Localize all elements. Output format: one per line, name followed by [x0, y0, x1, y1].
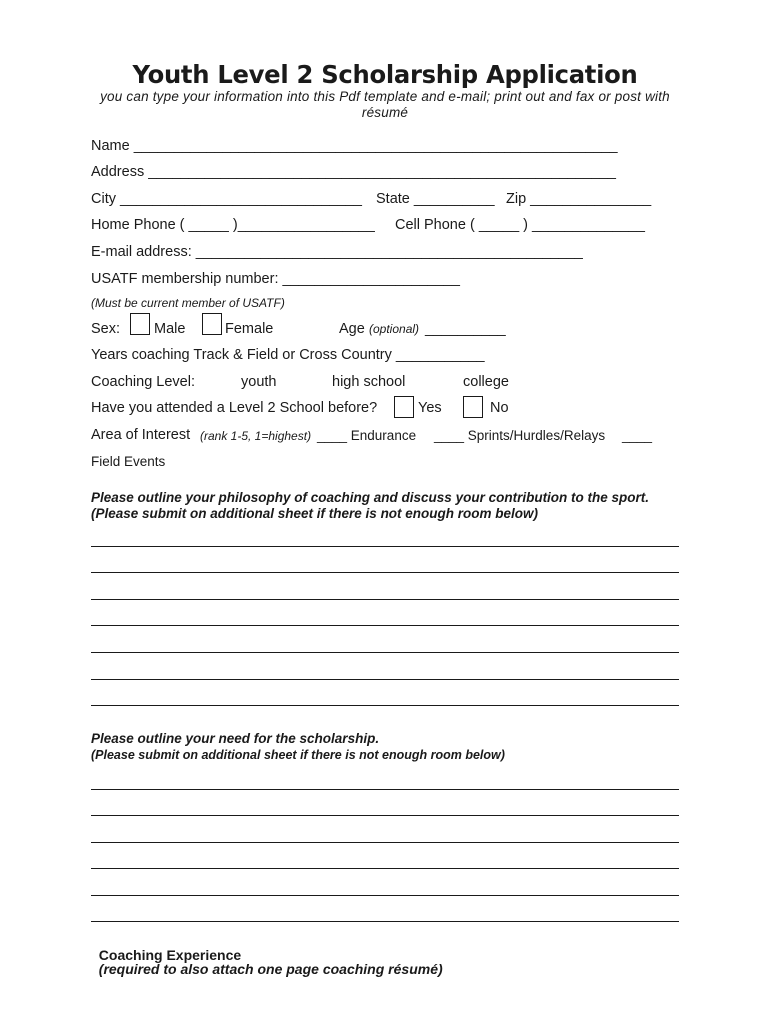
- philosophy-line[interactable]: [91, 625, 679, 626]
- coaching-experience-heading: [91, 934, 443, 976]
- need-line[interactable]: [91, 895, 679, 896]
- yes-label: Yes: [418, 400, 442, 416]
- philosophy-heading: Please outline your philosophy of coaching and discuss your contribution to the sport.: [91, 490, 650, 505]
- home-phone-field[interactable]: Home Phone ( _____ )_________________: [91, 217, 375, 233]
- need-line[interactable]: [91, 842, 679, 843]
- state-field[interactable]: State __________: [376, 191, 495, 207]
- female-checkbox[interactable]: [202, 313, 222, 335]
- philosophy-line[interactable]: [91, 705, 679, 706]
- coaching-experience-note: (required to also attach one page coaching résumé): [98, 961, 443, 977]
- name-field[interactable]: Name ____________________________________________________________: [91, 138, 618, 154]
- usatf-note: (Must be current member of USATF): [91, 296, 285, 310]
- male-label: Male: [154, 321, 186, 337]
- need-line[interactable]: [91, 868, 679, 869]
- address-field[interactable]: Address __________________________________________________________: [91, 164, 616, 180]
- no-checkbox[interactable]: [463, 396, 483, 418]
- years-coaching-field[interactable]: Years coaching Track & Field or Cross Country ___________: [91, 347, 485, 363]
- page-title: Youth Level 2 Scholarship Application: [132, 60, 638, 89]
- female-label: Female: [225, 321, 274, 337]
- philosophy-line[interactable]: [91, 679, 679, 680]
- zip-field[interactable]: Zip _______________: [506, 191, 652, 207]
- age-field[interactable]: __________: [425, 321, 506, 337]
- yes-checkbox[interactable]: [394, 396, 414, 418]
- philosophy-line[interactable]: [91, 572, 679, 573]
- need-line[interactable]: [91, 921, 679, 922]
- age-label: Age: [339, 321, 365, 337]
- attended-label: Have you attended a Level 2 School before?: [91, 400, 378, 416]
- email-field[interactable]: E-mail address: ________________________________________________: [91, 244, 583, 260]
- philosophy-line[interactable]: [91, 652, 679, 653]
- area-endurance-field[interactable]: ____ Endurance: [317, 428, 417, 443]
- coaching-level-youth[interactable]: youth: [241, 374, 277, 390]
- need-note: (Please submit on additional sheet if there is not enough room below): [91, 748, 505, 762]
- area-field-events-blank[interactable]: ____: [622, 428, 653, 443]
- coaching-level-high-school[interactable]: high school: [332, 374, 406, 390]
- need-line[interactable]: [91, 789, 679, 790]
- need-heading: Please outline your need for the scholarship.: [91, 731, 380, 746]
- area-rank-note: (rank 1-5, 1=highest): [200, 429, 312, 443]
- area-of-interest-label: Area of Interest: [91, 427, 191, 443]
- philosophy-line[interactable]: [91, 546, 679, 547]
- age-optional-note: (optional): [369, 322, 420, 336]
- coaching-level-college[interactable]: college: [463, 374, 509, 390]
- cell-phone-field[interactable]: Cell Phone ( _____ ) ______________: [395, 217, 645, 233]
- no-label: No: [490, 400, 509, 416]
- city-field[interactable]: City ______________________________: [91, 191, 362, 207]
- male-checkbox[interactable]: [130, 313, 150, 335]
- coaching-level-label: Coaching Level:: [91, 374, 195, 390]
- philosophy-line[interactable]: [91, 599, 679, 600]
- field-events-label: Field Events: [91, 454, 166, 469]
- coaching-experience-label: Coaching Experience: [98, 947, 242, 963]
- usatf-membership-field[interactable]: USATF membership number: ______________________: [91, 271, 460, 287]
- area-sprints-field[interactable]: ____ Sprints/Hurdles/Relays: [434, 428, 606, 443]
- philosophy-note: (Please submit on additional sheet if there is not enough room below): [91, 506, 539, 521]
- need-line[interactable]: [91, 815, 679, 816]
- sex-label: Sex:: [91, 321, 121, 337]
- page-subtitle: you can type your information into this Pdf template and e-mail; print out and fax or post with résumé: [100, 89, 670, 120]
